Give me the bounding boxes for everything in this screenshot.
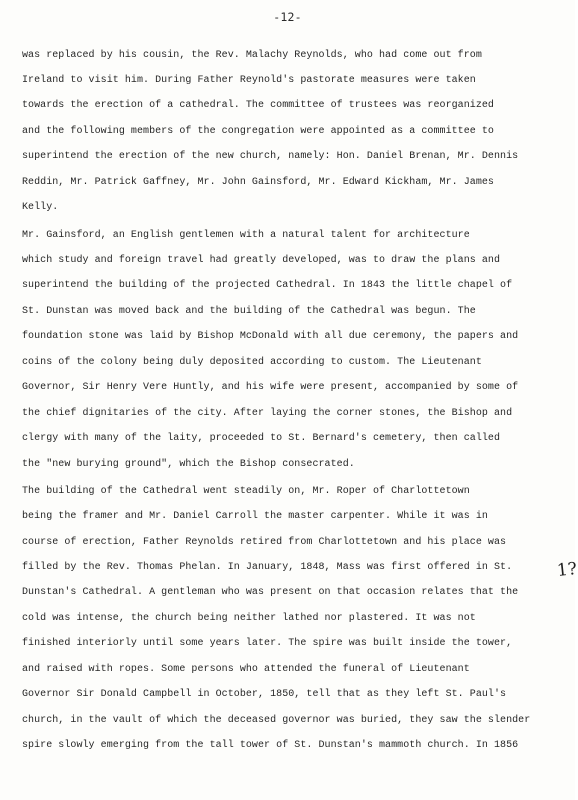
- page-number: -12-: [273, 10, 302, 24]
- text-line: was replaced by his cousin, the Rev. Malachy Reynolds, who had come out from: [22, 50, 482, 61]
- text-line: filled by the Rev. Thomas Phelan. In January, 1848, Mass was first offered in St.: [22, 562, 513, 573]
- text-line: cold was intense, the church being neither lathed nor plastered. It was not: [22, 613, 476, 624]
- text-line: Kelly.: [22, 202, 59, 213]
- text-line: Ireland to visit him. During Father Reynold's pastorate measures were taken: [22, 75, 476, 86]
- text-line: which study and foreign travel had greatly developed, was to draw the plans and: [22, 255, 501, 266]
- text-line: Governor Sir Donald Campbell in October, 1850, tell that as they left St. Paul's: [22, 689, 507, 700]
- text-line: Governor, Sir Henry Vere Huntly, and his wife were present, accompanied by some of: [22, 382, 519, 393]
- text-line: The building of the Cathedral went steadily on, Mr. Roper of Charlottetown: [22, 486, 470, 497]
- text-line: Dunstan's Cathedral. A gentleman who was present on that occasion relates that the: [22, 587, 519, 598]
- text-line: foundation stone was laid by Bishop McDonald with all due ceremony, the papers and: [22, 331, 519, 342]
- text-line: church, in the vault of which the deceased governor was buried, they saw the slender: [22, 715, 531, 726]
- text-line: superintend the erection of the new church, namely: Hon. Daniel Brenan, Mr. Dennis: [22, 151, 519, 162]
- text-line: spire slowly emerging from the tall tower of St. Dunstan's mammoth church. In 1856: [22, 740, 519, 751]
- text-line: and raised with ropes. Some persons who attended the funeral of Lieutenant: [22, 664, 470, 675]
- text-line: being the framer and Mr. Daniel Carroll the master carpenter. While it was in: [22, 511, 488, 522]
- text-line: superintend the building of the projected Cathedral. In 1843 the little chapel of: [22, 280, 513, 291]
- text-line: Reddin, Mr. Patrick Gaffney, Mr. John Gainsford, Mr. Edward Kickham, Mr. James: [22, 177, 494, 188]
- margin-annotation: 1?: [556, 559, 578, 581]
- text-line: clergy with many of the laity, proceeded to St. Bernard's cemetery, then called: [22, 433, 501, 444]
- text-line: coins of the colony being duly deposited according to custom. The Lieutenant: [22, 357, 482, 368]
- text-line: Mr. Gainsford, an English gentlemen with a natural talent for architecture: [22, 230, 470, 241]
- text-line: course of erection, Father Reynolds retired from Charlottetown and his place was: [22, 537, 507, 548]
- text-line: the "new burying ground", which the Bishop consecrated.: [22, 459, 355, 470]
- text-line: towards the erection of a cathedral. The committee of trustees was reorganized: [22, 100, 494, 111]
- text-line: and the following members of the congregation were appointed as a committee to: [22, 126, 494, 137]
- text-line: finished interiorly until some years later. The spire was built inside the tower,: [22, 638, 513, 649]
- text-line: St. Dunstan was moved back and the building of the Cathedral was begun. The: [22, 306, 476, 317]
- text-line: the chief dignitaries of the city. After laying the corner stones, the Bishop and: [22, 408, 513, 419]
